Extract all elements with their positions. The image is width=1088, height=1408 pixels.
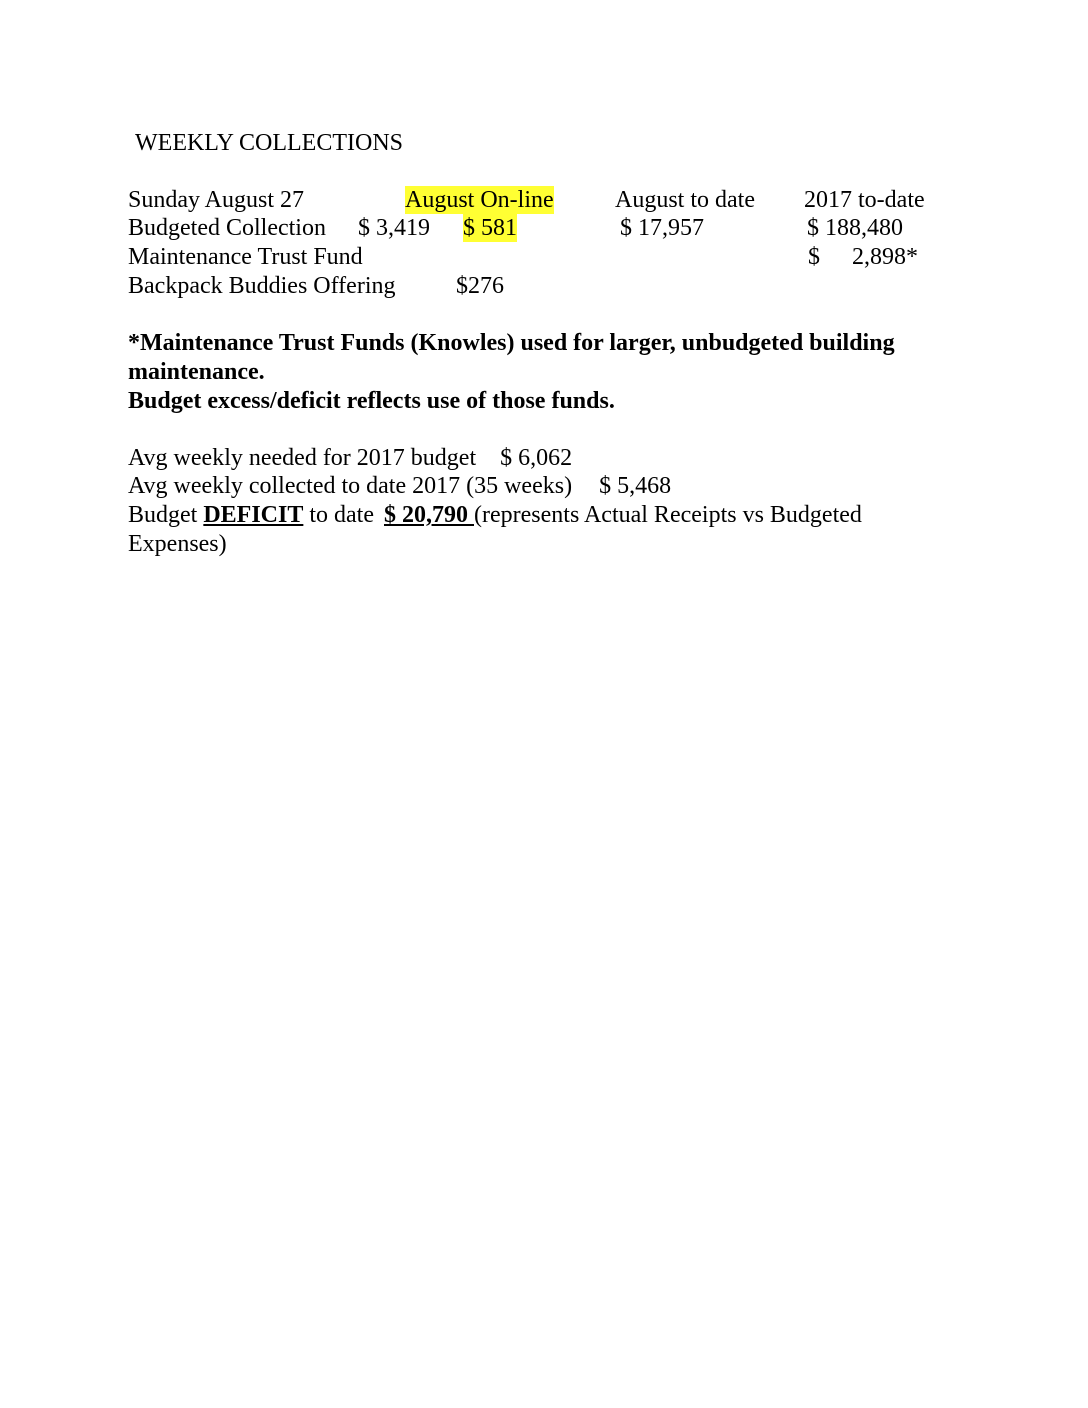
deficit-line-2: Expenses) bbox=[128, 531, 227, 557]
maintenance-trust-label: Maintenance Trust Fund bbox=[128, 244, 363, 270]
note-line-2: maintenance. bbox=[128, 359, 265, 385]
month-collection-value: $ 17,957 bbox=[620, 215, 704, 241]
avg-collected-value: $ 5,468 bbox=[599, 473, 672, 499]
month-column-header: August to date bbox=[615, 187, 755, 213]
avg-collected-label: Avg weekly collected to date 2017 (35 weeks) bbox=[128, 473, 573, 499]
avg-needed-label: Avg weekly needed for 2017 budget bbox=[128, 445, 477, 471]
deficit-row bbox=[128, 501, 862, 529]
year-collection-value: $ 188,480 bbox=[807, 215, 903, 241]
page-title: WEEKLY COLLECTIONS bbox=[135, 130, 403, 156]
avg-needed-row bbox=[128, 444, 572, 472]
budgeted-collection-label: Budgeted Collection bbox=[128, 215, 326, 241]
year-column-header: 2017 to-date bbox=[804, 187, 925, 213]
avg-needed-value: $ 6,062 bbox=[500, 445, 573, 471]
note-line-3: Budget excess/deficit reflects use of those funds. bbox=[128, 388, 615, 414]
backpack-buddies-label: Backpack Buddies Offering bbox=[128, 273, 396, 299]
date-label: Sunday August 27 bbox=[128, 187, 305, 213]
online-column-header: August On-line bbox=[405, 187, 554, 213]
deficit-mid: to date bbox=[309, 502, 374, 528]
sunday-collection-value: $ 3,419 bbox=[358, 215, 430, 241]
online-collection-value: $ 581 bbox=[463, 215, 517, 241]
backpack-buddies-value: $276 bbox=[456, 273, 504, 299]
maintenance-trust-currency: $ bbox=[808, 244, 820, 270]
avg-collected-row bbox=[128, 472, 671, 500]
maintenance-trust-value: 2,898* bbox=[852, 244, 918, 270]
deficit-suffix: (represents Actual Receipts vs Budgeted bbox=[474, 502, 862, 528]
deficit-word: DEFICIT bbox=[203, 502, 304, 528]
deficit-prefix: Budget bbox=[128, 502, 198, 528]
note-line-1: *Maintenance Trust Funds (Knowles) used for larger, unbudgeted building bbox=[128, 330, 895, 356]
deficit-value: $ 20,790 bbox=[384, 502, 468, 528]
